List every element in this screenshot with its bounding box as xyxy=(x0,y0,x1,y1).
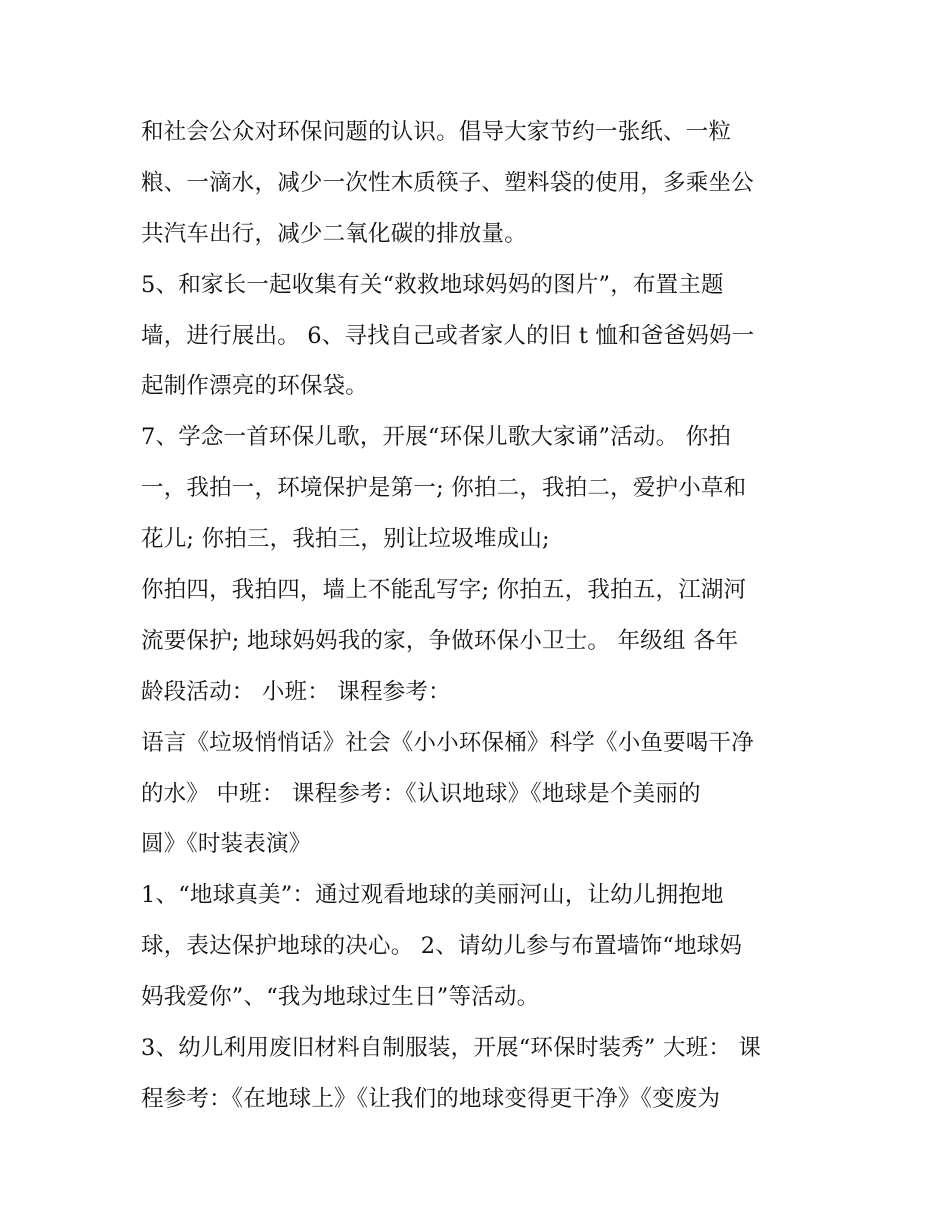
text-line: 墙，进行展出。 6、寻找自己或者家人的旧 t 恤和爸爸妈妈一 xyxy=(141,322,755,349)
text-line: 程参考：《在地球上》《让我们的地球变得更干净》《变废为 xyxy=(141,1085,721,1112)
text-line: 花儿; 你拍三，我拍三，别让垃圾堆成山; xyxy=(141,526,550,553)
text-line: 的水》 中班： 课程参考：《认识地球》《地球是个美丽的 xyxy=(141,780,701,807)
text-line: 龄段活动： 小班： 课程参考： xyxy=(141,678,451,705)
document-body xyxy=(141,107,821,1125)
text-line: 粮、一滴水，减少一次性木质筷子、塑料袋的使用，多乘坐公 xyxy=(141,169,754,196)
text-line: 你拍四，我拍四，墙上不能乱写字; 你拍五，我拍五，江湖河 xyxy=(141,577,747,604)
text-line: 1、“地球真美”：通过观看地球的美丽河山，让幼儿拥抱地 xyxy=(141,882,724,909)
text-line: 5、和家长一起收集有关“救救地球妈妈的图片”，布置主题 xyxy=(141,271,724,298)
text-line: 妈我爱你”、“我为地球过生日”等活动。 xyxy=(141,984,540,1011)
text-line: 一，我拍一，环境保护是第一; 你拍二，我拍二，爱护小草和 xyxy=(141,475,747,502)
text-line: 3、幼儿利用废旧材料自制服装，开展“环保时装秀” 大班： 课 xyxy=(141,1035,762,1062)
text-line: 圆》《时装表演》 xyxy=(141,831,312,858)
text-line: 和社会公众对环保问题的认识。倡导大家节约一张纸、一粒 xyxy=(141,119,732,145)
text-line: 语言《垃圾悄悄话》社会《小小环保桶》科学《小鱼要喝干净 xyxy=(141,729,754,756)
text-line: 流要保护; 地球妈妈我的家，争做环保小卫士。 年级组 各年 xyxy=(141,627,739,654)
text-line: 起制作漂亮的环保袋。 xyxy=(141,373,369,400)
text-line: 7、学念一首环保儿歌，开展“环保儿歌大家诵”活动。 你拍 xyxy=(141,424,732,451)
text-line: 共汽车出行，减少二氧化碳的排放量。 xyxy=(141,220,527,247)
text-line: 球，表达保护地球的决心。 2、请幼儿参与布置墙饰“地球妈 xyxy=(141,933,743,960)
